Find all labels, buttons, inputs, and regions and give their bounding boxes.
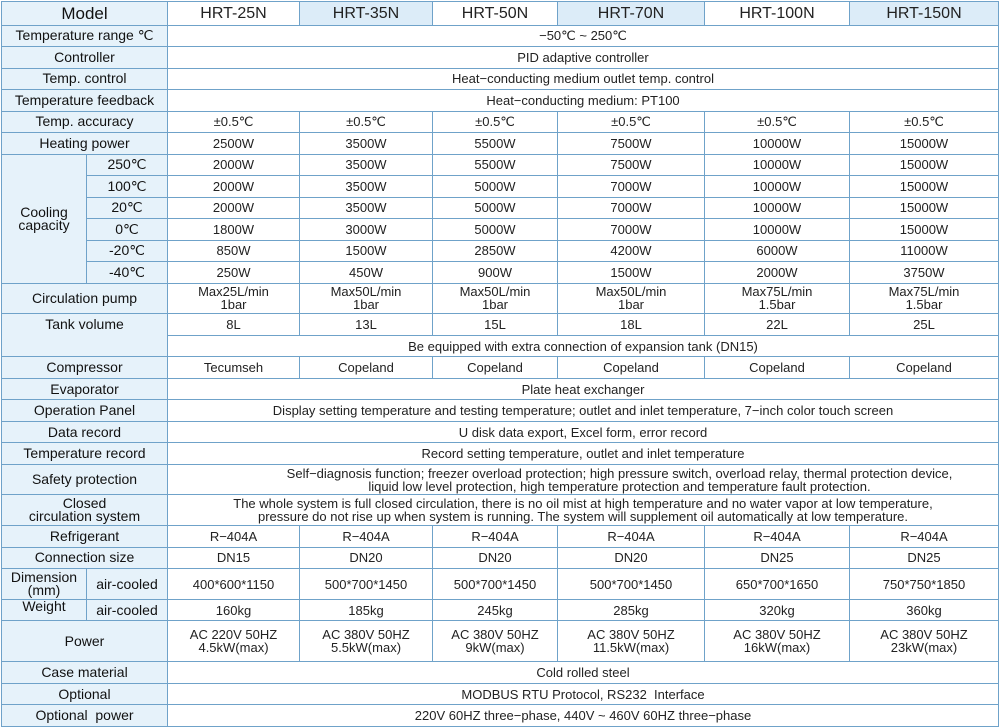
data-record-value: U disk data export, Excel form, error record: [168, 421, 999, 443]
cooling-row: [2, 197, 999, 219]
table-cell: Copeland: [850, 357, 999, 379]
label-line: circulation system: [28, 508, 141, 525]
case-material-row: [2, 662, 999, 684]
table-cell: 1500W: [300, 240, 433, 262]
pump-flow: Max50L/min: [459, 284, 531, 300]
spec-table: [1, 1, 999, 727]
table-cell: Copeland: [705, 357, 850, 379]
table-cell: DN20: [300, 547, 433, 569]
label-line: Dimension: [10, 569, 78, 586]
pump-flow: Max50L/min: [330, 284, 402, 300]
safety-protection-value: [168, 464, 999, 495]
model-name: HRT-25N: [168, 2, 300, 26]
closed-circulation-value: [168, 495, 999, 526]
row-label: Operation Panel: [2, 400, 168, 422]
table-cell: 285kg: [558, 599, 705, 621]
cooling-row: [2, 154, 999, 176]
temp-control-value: Heat−conducting medium outlet temp. control: [168, 68, 999, 90]
dimension-row: [2, 569, 999, 600]
model-name: HRT-70N: [558, 2, 705, 26]
row-label: Refrigerant: [2, 526, 168, 548]
temp-feedback-row: [2, 90, 999, 112]
row-label: Temperature feedback: [2, 90, 168, 112]
row-label: Circulation pump: [2, 283, 168, 314]
table-cell: ±0.5℃: [433, 111, 558, 133]
table-cell: Tecumseh: [168, 357, 300, 379]
refrigerant-row: [2, 526, 999, 548]
table-cell: 22L: [705, 314, 850, 336]
heating-power-row: [2, 133, 999, 155]
temperature-range-row: [2, 25, 999, 47]
table-cell: 450W: [300, 262, 433, 284]
pump-flow: Max75L/min: [741, 284, 813, 300]
power-row: [2, 621, 999, 662]
table-cell: 400*600*1150: [168, 569, 300, 600]
tank-note: Be equipped with extra connection of expansion tank (DN15): [168, 335, 999, 357]
pump-cell: [558, 283, 705, 314]
pump-flow: Max75L/min: [888, 284, 960, 300]
temperature-record-value: Record setting temperature, outlet and inlet temperature: [168, 443, 999, 465]
power-supply: AC 380V 50HZ: [733, 627, 821, 643]
temp-control-row: [2, 68, 999, 90]
table-cell: 15000W: [850, 133, 999, 155]
table-cell: 850W: [168, 240, 300, 262]
row-label: Optional power: [2, 705, 168, 727]
operation-panel-row: [2, 400, 999, 422]
table-cell: 750*750*1850: [850, 569, 999, 600]
row-label: Temperature record: [2, 443, 168, 465]
dimension-label: [2, 569, 87, 600]
table-cell: 10000W: [705, 133, 850, 155]
label-line: Closed: [62, 495, 107, 512]
pump-pressure: 1bar: [617, 297, 645, 313]
safety-protection-row: [2, 464, 999, 495]
table-cell: 10000W: [705, 197, 850, 219]
table-cell: R−404A: [433, 526, 558, 548]
table-cell: 5500W: [433, 154, 558, 176]
table-cell: 3000W: [300, 219, 433, 241]
power-max: 23kW(max): [890, 640, 958, 656]
weight-sublabel: air-cooled: [87, 599, 168, 621]
row-label: Evaporator: [2, 378, 168, 400]
model-name: HRT-150N: [850, 2, 999, 26]
label-line: (mm): [27, 582, 61, 599]
row-label: Optional: [2, 683, 168, 705]
power-supply: AC 380V 50HZ: [451, 627, 539, 643]
pump-cell: [433, 283, 558, 314]
power-cell: [300, 621, 433, 662]
case-material-value: Cold rolled steel: [168, 662, 999, 684]
row-label: Tank volume: [2, 314, 168, 357]
cooling-temp: -40℃: [87, 262, 168, 284]
connection-size-row: [2, 547, 999, 569]
table-cell: 4200W: [558, 240, 705, 262]
optional-power-row: [2, 705, 999, 727]
row-label: Case material: [2, 662, 168, 684]
text-line: liquid low level protection, high temperature protection and temperature fault protection.: [368, 478, 871, 494]
cooling-capacity-label: [2, 154, 87, 283]
table-cell: 5000W: [433, 219, 558, 241]
table-cell: 13L: [300, 314, 433, 336]
model-name: HRT-50N: [433, 2, 558, 26]
power-cell: [433, 621, 558, 662]
table-cell: 10000W: [705, 176, 850, 198]
table-cell: Copeland: [433, 357, 558, 379]
text-line: pressure do not rise up when system is running. The system will supplement oil automatically at low temperature.: [257, 509, 909, 525]
dimension-sublabel: air-cooled: [87, 569, 168, 600]
cooling-row: [2, 262, 999, 284]
weight-row: [2, 599, 999, 621]
table-cell: 250W: [168, 262, 300, 284]
pump-pressure: 1.5bar: [905, 297, 943, 313]
table-cell: 15000W: [850, 197, 999, 219]
table-cell: DN20: [433, 547, 558, 569]
power-supply: AC 380V 50HZ: [322, 627, 410, 643]
table-cell: DN25: [705, 547, 850, 569]
power-max: 5.5kW(max): [330, 640, 402, 656]
evaporator-row: [2, 378, 999, 400]
row-label: Temperature range ℃: [2, 25, 168, 47]
table-cell: 320kg: [705, 599, 850, 621]
cooling-temp: 250℃: [87, 154, 168, 176]
table-cell: Copeland: [300, 357, 433, 379]
table-cell: 245kg: [433, 599, 558, 621]
table-cell: R−404A: [850, 526, 999, 548]
table-cell: DN20: [558, 547, 705, 569]
power-supply: AC 220V 50HZ: [189, 627, 278, 643]
table-cell: 2000W: [168, 197, 300, 219]
temp-accuracy-row: [2, 111, 999, 133]
cooling-row: [2, 176, 999, 198]
row-label: Safety protection: [2, 464, 168, 495]
evaporator-value: Plate heat exchanger: [168, 378, 999, 400]
table-cell: 3500W: [300, 176, 433, 198]
operation-panel-value: Display setting temperature and testing temperature; outlet and inlet temperature, 7−inch color touch screen: [168, 400, 999, 422]
table-cell: 5000W: [433, 197, 558, 219]
table-cell: ±0.5℃: [300, 111, 433, 133]
table-cell: 8L: [168, 314, 300, 336]
header-row: [2, 2, 999, 26]
data-record-row: [2, 421, 999, 443]
weight-label: Weight: [2, 599, 87, 621]
pump-pressure: 1.5bar: [758, 297, 796, 313]
table-cell: R−404A: [705, 526, 850, 548]
temperature-range-value: −50℃ ~ 250℃: [168, 25, 999, 47]
table-cell: 10000W: [705, 154, 850, 176]
cooling-row: [2, 219, 999, 241]
model-name: HRT-100N: [705, 2, 850, 26]
cooling-row: [2, 240, 999, 262]
table-cell: 15L: [433, 314, 558, 336]
tank-volume-row: [2, 314, 999, 336]
table-cell: DN15: [168, 547, 300, 569]
pump-cell: [300, 283, 433, 314]
table-cell: ±0.5℃: [705, 111, 850, 133]
table-cell: ±0.5℃: [850, 111, 999, 133]
table-cell: 2000W: [705, 262, 850, 284]
cooling-label-line: capacity: [18, 216, 70, 233]
table-cell: 15000W: [850, 154, 999, 176]
table-cell: 3500W: [300, 197, 433, 219]
row-label: Data record: [2, 421, 168, 443]
table-cell: 360kg: [850, 599, 999, 621]
pump-pressure: 1bar: [481, 297, 509, 313]
text-line: The whole system is full closed circulation, there is no oil mist at high temperature and no water vapor at low temperature,: [233, 496, 933, 512]
optional-value: MODBUS RTU Protocol, RS232 Interface: [168, 683, 999, 705]
table-cell: 18L: [558, 314, 705, 336]
pump-pressure: 1bar: [220, 297, 247, 313]
table-cell: 1800W: [168, 219, 300, 241]
table-cell: DN25: [850, 547, 999, 569]
temp-feedback-value: Heat−conducting medium: PT100: [168, 90, 999, 112]
table-cell: 7000W: [558, 219, 705, 241]
table-cell: 10000W: [705, 219, 850, 241]
pump-flow: Max50L/min: [595, 284, 667, 300]
table-cell: 650*700*1650: [705, 569, 850, 600]
cooling-temp: 20℃: [87, 197, 168, 219]
power-cell: [850, 621, 999, 662]
power-cell: [168, 621, 300, 662]
table-cell: 5000W: [433, 176, 558, 198]
power-max: 11.5kW(max): [592, 640, 670, 656]
table-cell: 3500W: [300, 154, 433, 176]
table-cell: Copeland: [558, 357, 705, 379]
table-cell: 2850W: [433, 240, 558, 262]
power-cell: [558, 621, 705, 662]
table-cell: 7500W: [558, 154, 705, 176]
closed-circulation-row: [2, 495, 999, 526]
power-supply: AC 380V 50HZ: [880, 627, 968, 643]
table-cell: 2000W: [168, 176, 300, 198]
table-cell: 7500W: [558, 133, 705, 155]
power-max: 4.5kW(max): [198, 640, 269, 656]
table-cell: 3500W: [300, 133, 433, 155]
optional-row: [2, 683, 999, 705]
controller-value: PID adaptive controller: [168, 47, 999, 69]
optional-power-value: 220V 60HZ three−phase, 440V ~ 460V 60HZ three−phase: [168, 705, 999, 727]
cooling-temp: 100℃: [87, 176, 168, 198]
table-cell: 500*700*1450: [433, 569, 558, 600]
row-label: Controller: [2, 47, 168, 69]
pump-flow: Max25L/min: [198, 284, 269, 300]
table-cell: 2500W: [168, 133, 300, 155]
text-line: Self−diagnosis function; freezer overload protection; high pressure switch, overload relay, thermal protection device,: [286, 465, 953, 481]
circulation-pump-row: [2, 283, 999, 314]
table-cell: 6000W: [705, 240, 850, 262]
cooling-temp: -20℃: [87, 240, 168, 262]
table-cell: ±0.5℃: [558, 111, 705, 133]
pump-cell: [850, 283, 999, 314]
cooling-temp: 0℃: [87, 219, 168, 241]
table-cell: 3750W: [850, 262, 999, 284]
pump-pressure: 1bar: [352, 297, 380, 313]
table-cell: 7000W: [558, 176, 705, 198]
table-cell: 900W: [433, 262, 558, 284]
table-cell: 1500W: [558, 262, 705, 284]
table-cell: 25L: [850, 314, 999, 336]
table-cell: R−404A: [300, 526, 433, 548]
table-cell: 500*700*1450: [300, 569, 433, 600]
table-cell: 2000W: [168, 154, 300, 176]
row-label: Power: [2, 621, 168, 662]
power-supply: AC 380V 50HZ: [587, 627, 675, 643]
table-cell: 185kg: [300, 599, 433, 621]
temperature-record-row: [2, 443, 999, 465]
table-cell: 500*700*1450: [558, 569, 705, 600]
row-label: Heating power: [2, 133, 168, 155]
power-max: 16kW(max): [743, 640, 811, 656]
cooling-label-line: Cooling: [20, 203, 68, 220]
row-label: Compressor: [2, 357, 168, 379]
power-max: 9kW(max): [465, 640, 525, 656]
table-cell: 11000W: [850, 240, 999, 262]
controller-row: [2, 47, 999, 69]
closed-circulation-label: [2, 495, 168, 526]
table-cell: ±0.5℃: [168, 111, 300, 133]
table-cell: R−404A: [558, 526, 705, 548]
table-cell: R−404A: [168, 526, 300, 548]
table-cell: 7000W: [558, 197, 705, 219]
table-cell: 15000W: [850, 176, 999, 198]
table-cell: 160kg: [168, 599, 300, 621]
power-cell: [705, 621, 850, 662]
model-name: HRT-35N: [300, 2, 433, 26]
pump-cell: [168, 283, 300, 314]
compressor-row: [2, 357, 999, 379]
table-cell: 15000W: [850, 219, 999, 241]
pump-cell: [705, 283, 850, 314]
row-label: Connection size: [2, 547, 168, 569]
model-header-label: Model: [2, 2, 168, 26]
row-label: Temp. control: [2, 68, 168, 90]
table-cell: 5500W: [433, 133, 558, 155]
row-label: Temp. accuracy: [2, 111, 168, 133]
